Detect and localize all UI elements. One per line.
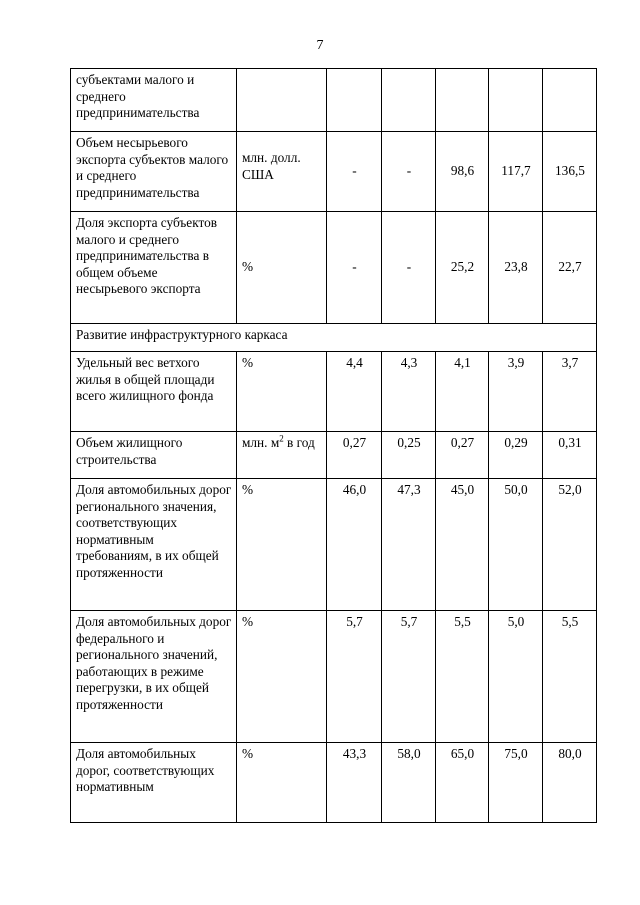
table-row bbox=[71, 611, 597, 743]
value-cell: - bbox=[327, 212, 382, 324]
value-cell: 43,3 bbox=[327, 743, 382, 823]
value-cell bbox=[489, 69, 543, 132]
unit-cell: млн. долл. США bbox=[237, 132, 327, 212]
table-row bbox=[71, 479, 597, 611]
unit-cell: % bbox=[237, 212, 327, 324]
value-cell: - bbox=[327, 132, 382, 212]
section-row bbox=[71, 324, 597, 352]
value-cell: 0,31 bbox=[543, 432, 597, 479]
value-cell: 45,0 bbox=[436, 479, 489, 611]
value-cell: 4,3 bbox=[382, 352, 436, 432]
value-cell: 0,25 bbox=[382, 432, 436, 479]
value-cell: 5,5 bbox=[436, 611, 489, 743]
value-cell: 98,6 bbox=[436, 132, 489, 212]
value-cell: 25,2 bbox=[436, 212, 489, 324]
unit-tail: в год bbox=[283, 435, 315, 450]
value-cell: 46,0 bbox=[327, 479, 382, 611]
indicators-table bbox=[70, 68, 597, 823]
table-row bbox=[71, 352, 597, 432]
unit-cell: % bbox=[237, 479, 327, 611]
table-row bbox=[71, 743, 597, 823]
indicator-cell: Объем жилищного строительства bbox=[71, 432, 237, 479]
value-cell: - bbox=[382, 132, 436, 212]
value-cell: 5,7 bbox=[382, 611, 436, 743]
value-cell: 117,7 bbox=[489, 132, 543, 212]
value-cell: 50,0 bbox=[489, 479, 543, 611]
section-title: Развитие инфраструктурного каркаса bbox=[71, 324, 597, 352]
value-cell bbox=[543, 69, 597, 132]
unit-cell bbox=[237, 432, 327, 479]
indicator-cell: Объем несырьевого экспорта субъектов малого и среднего предпринимательства bbox=[71, 132, 237, 212]
value-cell: 58,0 bbox=[382, 743, 436, 823]
value-cell: 4,1 bbox=[436, 352, 489, 432]
value-cell: 0,27 bbox=[436, 432, 489, 479]
value-cell: 75,0 bbox=[489, 743, 543, 823]
value-cell bbox=[327, 69, 382, 132]
value-cell: 3,7 bbox=[543, 352, 597, 432]
indicator-cell: субъектами малого и среднего предпринимательства bbox=[71, 69, 237, 132]
value-cell: 47,3 bbox=[382, 479, 436, 611]
table-row bbox=[71, 132, 597, 212]
unit-cell: % bbox=[237, 743, 327, 823]
unit-main: млн. м bbox=[242, 435, 280, 450]
value-cell: 0,27 bbox=[327, 432, 382, 479]
value-cell: 5,5 bbox=[543, 611, 597, 743]
value-cell: 3,9 bbox=[489, 352, 543, 432]
indicator-cell: Доля автомобильных дорог регионального значения, соответствующих нормативным требованиям, в их общей протяженности bbox=[71, 479, 237, 611]
value-cell: 136,5 bbox=[543, 132, 597, 212]
indicator-cell: Удельный вес ветхого жилья в общей площади всего жилищного фонда bbox=[71, 352, 237, 432]
value-cell: 23,8 bbox=[489, 212, 543, 324]
table-row bbox=[71, 69, 597, 132]
value-cell: 52,0 bbox=[543, 479, 597, 611]
value-cell bbox=[382, 69, 436, 132]
unit-cell bbox=[237, 69, 327, 132]
indicator-cell: Доля экспорта субъектов малого и среднего предпринимательства в общем объеме несырьевого экспорта bbox=[71, 212, 237, 324]
unit-cell: % bbox=[237, 611, 327, 743]
table-row bbox=[71, 432, 597, 479]
unit-cell: % bbox=[237, 352, 327, 432]
value-cell: 5,7 bbox=[327, 611, 382, 743]
indicator-cell: Доля автомобильных дорог, соответствующих нормативным bbox=[71, 743, 237, 823]
unit-superscript: 2 bbox=[279, 433, 284, 444]
indicator-cell: Доля автомобильных дорог федерального и регионального значений, работающих в режиме перегрузки, в их общей протяженности bbox=[71, 611, 237, 743]
table-row bbox=[71, 212, 597, 324]
value-cell: 5,0 bbox=[489, 611, 543, 743]
page-number: 7 bbox=[316, 38, 324, 53]
value-cell: - bbox=[382, 212, 436, 324]
value-cell: 0,29 bbox=[489, 432, 543, 479]
value-cell: 4,4 bbox=[327, 352, 382, 432]
value-cell: 80,0 bbox=[543, 743, 597, 823]
value-cell: 65,0 bbox=[436, 743, 489, 823]
value-cell bbox=[436, 69, 489, 132]
value-cell: 22,7 bbox=[543, 212, 597, 324]
